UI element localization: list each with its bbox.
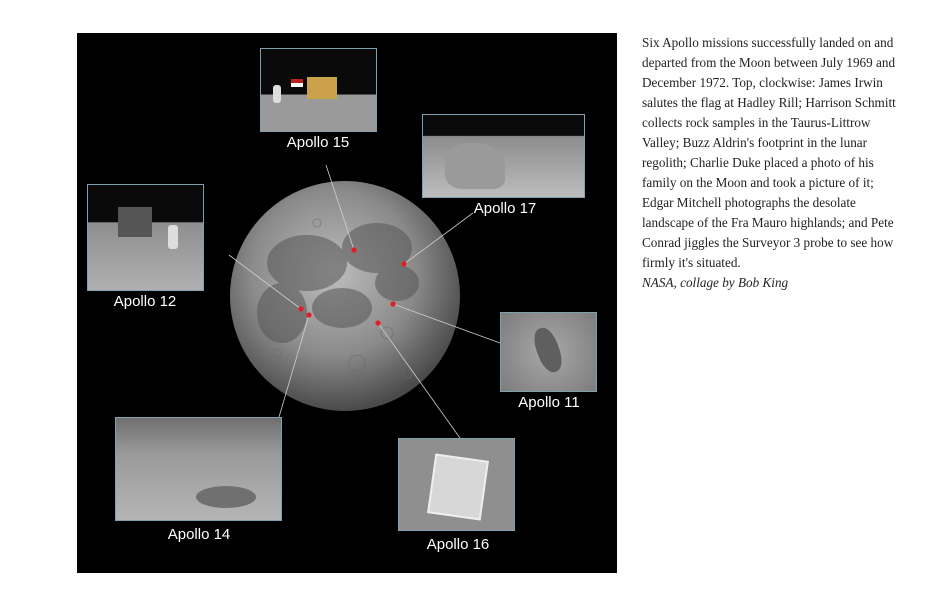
surveyor-probe-icon <box>118 207 152 237</box>
caption-credit: NASA, collage by Bob King <box>642 275 789 290</box>
flag-icon <box>291 79 303 87</box>
apollo-14-photo <box>115 417 282 521</box>
apollo-11-label: Apollo 11 <box>518 394 580 411</box>
boulder-icon <box>445 143 505 189</box>
apollo-collage-figure <box>77 33 617 573</box>
marker-apollo-12 <box>298 306 303 311</box>
apollo-17-photo <box>422 114 585 198</box>
marker-apollo-15 <box>351 247 356 252</box>
apollo-16-label: Apollo 16 <box>426 536 490 553</box>
lunar-module-icon <box>307 77 337 99</box>
astronaut-icon <box>273 85 281 103</box>
family-photo-icon <box>427 454 489 521</box>
apollo-11-photo <box>500 312 597 392</box>
caption-text: Six Apollo missions successfully landed on and departed from the Moon between July 1969 and December 1972. Top, clockwise: James Irwin salutes the flag at Hadley Rill; Harrison Schmitt collects rock samples in the Taurus-Littrow Valley; Buzz Aldrin's footprint in the lunar regolith; Charlie Duke placed a photo of his family on the Moon and took a picture of it; Edgar Mitchell photographs the desolate landscape of the Fra Mauro highlands; and Pete Conrad jiggles the Surveyor 3 probe to see how firmly it's situated. <box>642 35 896 270</box>
apollo-16-photo <box>398 438 515 531</box>
apollo-12-photo <box>87 184 204 291</box>
apollo-15-photo <box>260 48 377 132</box>
marker-apollo-16 <box>375 320 380 325</box>
astronaut-icon <box>168 225 178 249</box>
apollo-17-label: Apollo 17 <box>473 200 537 217</box>
crater-icon <box>196 486 256 508</box>
marker-apollo-17 <box>401 261 406 266</box>
marker-apollo-11 <box>390 301 395 306</box>
marker-apollo-14 <box>306 312 311 317</box>
apollo-14-label: Apollo 14 <box>167 526 231 543</box>
apollo-12-label: Apollo 12 <box>113 293 177 310</box>
apollo-15-label: Apollo 15 <box>286 134 350 151</box>
figure-caption <box>642 33 897 293</box>
footprint-icon <box>530 325 566 376</box>
